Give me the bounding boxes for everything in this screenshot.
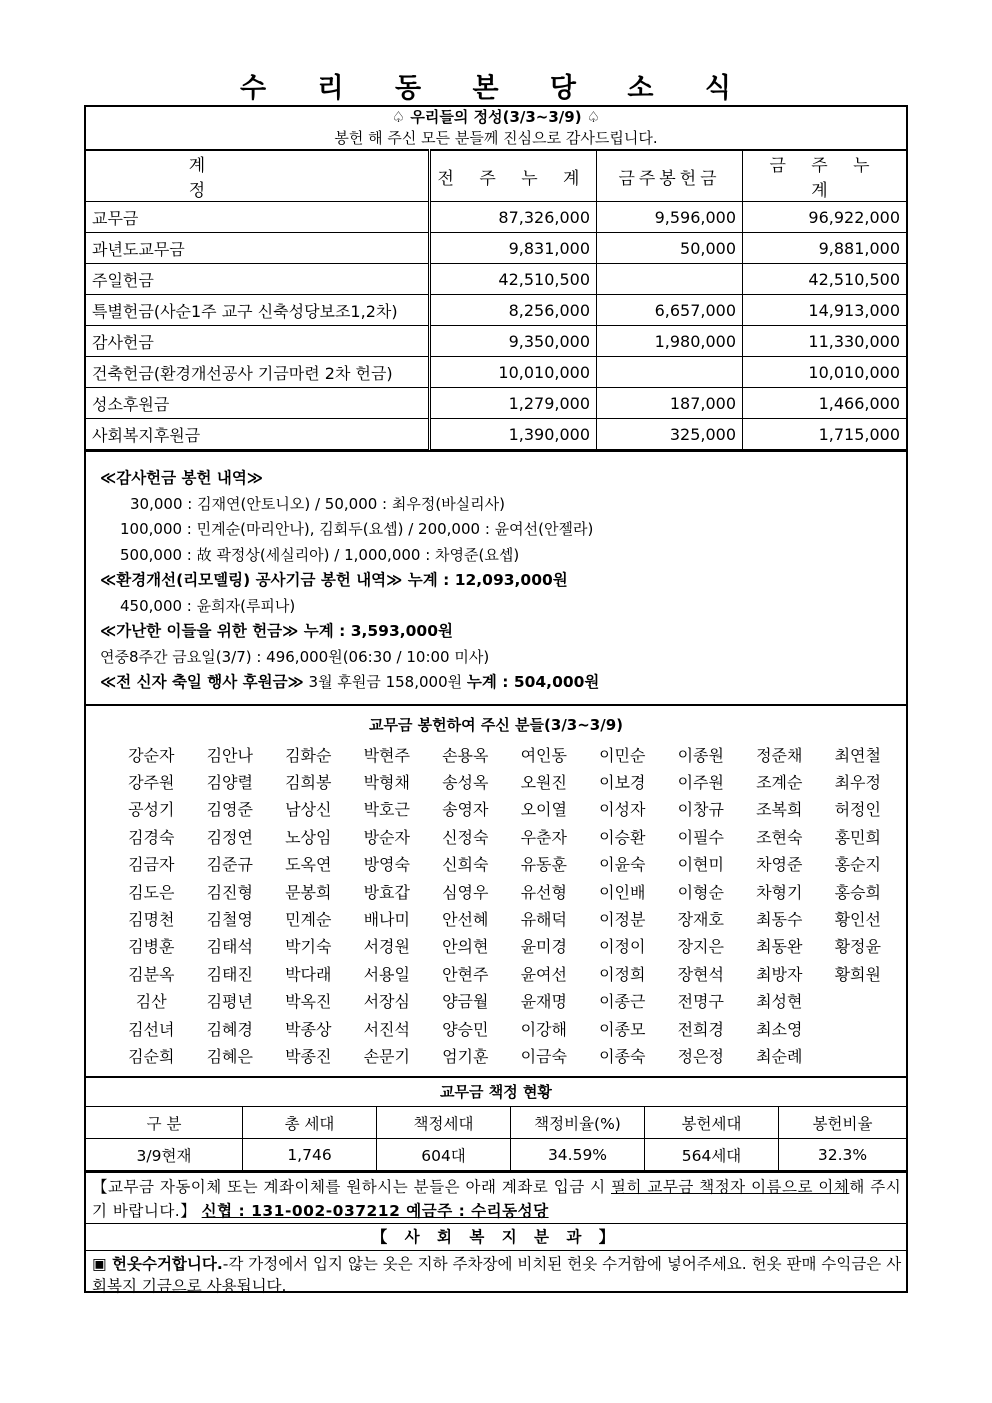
- donor-name: 김혜경: [206, 1019, 253, 1039]
- offerings-header: [86, 107, 906, 149]
- offerings-table: [86, 149, 906, 450]
- donor-name: 방영숙: [363, 855, 410, 875]
- donor-name: 유선형: [520, 882, 567, 902]
- donor-name: 이창규: [677, 800, 724, 820]
- quota-value: 3/9현재: [86, 1139, 243, 1171]
- donor-name: 김희봉: [285, 772, 332, 792]
- donor-name: 최순례: [756, 1046, 803, 1066]
- donor-name: 엄기훈: [442, 1046, 489, 1066]
- quota-value-row: [86, 1139, 906, 1171]
- welfare-notice: [86, 1250, 906, 1297]
- offering-row: [86, 202, 906, 233]
- quota-header: 책정세대: [377, 1107, 511, 1139]
- donor-name: 심영우: [442, 882, 489, 902]
- donor-name: 김분옥: [128, 964, 175, 984]
- notice-underline: 필히 교무금 책정자 이름으로 이체: [611, 1178, 850, 1197]
- donor-name: 김정연: [206, 827, 253, 847]
- donor-name: 이정분: [599, 909, 646, 929]
- donor-name: 김화순: [285, 745, 332, 765]
- donor-name: 이승환: [599, 827, 646, 847]
- donor-name: 안현주: [442, 964, 489, 984]
- quota-header: 봉헌세대: [645, 1107, 779, 1139]
- this-week-cell: 6,657,000: [597, 295, 743, 326]
- donor-name: 이형순: [677, 882, 724, 902]
- thanks-line: 30,000 : 김재연(안토니오) / 50,000 : 최우정(바실리사): [130, 494, 506, 513]
- donor-name: 허정인: [834, 800, 881, 820]
- donor-name: 우춘자: [520, 827, 567, 847]
- donor-name: 이종근: [599, 992, 646, 1012]
- quota-header: 봉헌비율: [779, 1107, 907, 1139]
- donor-name: 문봉희: [285, 882, 332, 902]
- offerings-subheading: 봉헌 해 주신 모든 분들께 진심으로 감사드립니다.: [334, 129, 658, 147]
- offering-row: [86, 295, 906, 326]
- donor-name: 김혜은: [206, 1046, 253, 1066]
- prev-total-cell: 9,831,000: [430, 233, 597, 264]
- total-cell: 96,922,000: [743, 202, 907, 233]
- poor-title: ≪가난한 이들을 위한 헌금≫ 누계 : 3,593,000원: [100, 622, 453, 640]
- offering-row: [86, 233, 906, 264]
- total-cell: 14,913,000: [743, 295, 907, 326]
- donor-name: 황정윤: [834, 937, 881, 957]
- donor-name: 박형채: [363, 772, 410, 792]
- donor-name: 이정이: [599, 937, 646, 957]
- offerings-header-row: [86, 150, 906, 202]
- donor-name: 차형기: [756, 882, 803, 902]
- prev-total-cell: 1,390,000: [430, 419, 597, 450]
- donor-name: 오이열: [520, 800, 567, 820]
- donor-name: 김명천: [128, 909, 175, 929]
- donor-name: 이정희: [599, 964, 646, 984]
- offering-row: [86, 264, 906, 295]
- total-cell: 1,466,000: [743, 388, 907, 419]
- transfer-notice: [86, 1171, 906, 1223]
- donor-name: 이필수: [677, 827, 724, 847]
- donor-name: 이인배: [599, 882, 646, 902]
- account-cell: 교무금: [86, 202, 430, 233]
- donor-name: 조현숙: [756, 827, 803, 847]
- donor-name: 황희원: [834, 964, 881, 984]
- prev-total-cell: 9,350,000: [430, 326, 597, 357]
- col-account: 계 정: [86, 150, 430, 202]
- donor-name: 김준규: [206, 855, 253, 875]
- festival-total: 누계 : 504,000원: [466, 673, 600, 691]
- total-cell: 42,510,500: [743, 264, 907, 295]
- donor-name: 배나미: [363, 909, 410, 929]
- quota-value: 34.59%: [511, 1139, 645, 1171]
- donor-name: 김경숙: [128, 827, 175, 847]
- total-cell: 1,715,000: [743, 419, 907, 450]
- donor-name: 방효갑: [363, 882, 410, 902]
- donor-name: 김철영: [206, 909, 253, 929]
- poor-line: 연중8주간 금요일(3/7) : 496,000원(06:30 / 10:00 미사): [100, 647, 490, 666]
- donor-name: 최동수: [756, 909, 803, 929]
- donor-name: 송성옥: [442, 772, 489, 792]
- quota-value: 1,746: [243, 1139, 377, 1171]
- donor-name: 이종원: [677, 745, 724, 765]
- donor-name: 이윤숙: [599, 855, 646, 875]
- thanks-line: 500,000 : 故 곽정상(세실리아) / 1,000,000 : 차영준(요셉): [120, 545, 520, 564]
- donor-name: 신정숙: [442, 827, 489, 847]
- donor-name: 홍민희: [834, 827, 881, 847]
- donor-name: 이현미: [677, 855, 724, 875]
- donors-section: [86, 704, 906, 1071]
- donor-name: 김산: [135, 992, 167, 1012]
- donor-name: 남상신: [285, 800, 332, 820]
- donor-name: 김선녀: [128, 1019, 175, 1039]
- festival-month: 3월 후원금 158,000원: [303, 673, 467, 691]
- donor-name: 김도은: [128, 882, 175, 902]
- quota-table: [86, 1106, 906, 1171]
- page-title: 수 리 동 본 당 소 식: [240, 73, 752, 104]
- donor-name: 박호근: [363, 800, 410, 820]
- donor-name: 이보경: [599, 772, 646, 792]
- donor-name: 박종진: [285, 1046, 332, 1066]
- donor-name: 김양렬: [206, 772, 253, 792]
- welfare-title: 【 사 회 복 지 분 과 】: [86, 1223, 906, 1250]
- donor-name: 송영자: [442, 800, 489, 820]
- donor-name: 김영준: [206, 800, 253, 820]
- donor-name: 장지은: [677, 937, 724, 957]
- env-line: 450,000 : 윤희자(루피나): [120, 596, 296, 615]
- this-week-cell: [597, 357, 743, 388]
- account-cell: 감사헌금: [86, 326, 430, 357]
- offering-details: [86, 450, 906, 704]
- prev-total-cell: 42,510,500: [430, 264, 597, 295]
- donor-name: [819, 1016, 898, 1043]
- donor-name: 윤여선: [520, 964, 567, 984]
- prev-total-cell: 87,326,000: [430, 202, 597, 233]
- donor-name: 박기숙: [285, 937, 332, 957]
- donor-name: 손용옥: [442, 745, 489, 765]
- donor-name: 김금자: [128, 855, 175, 875]
- this-week-cell: 9,596,000: [597, 202, 743, 233]
- donor-name: 이종모: [599, 1019, 646, 1039]
- total-cell: 9,881,000: [743, 233, 907, 264]
- thanks-title: ≪감사헌금 봉헌 내역≫: [100, 469, 264, 487]
- col-prev: 전 주 누 계: [430, 150, 597, 202]
- donor-name: 노상임: [285, 827, 332, 847]
- quota-title: 교무금 책정 현황: [440, 1083, 552, 1102]
- festival-line: [100, 670, 906, 696]
- quota-value: 604대: [377, 1139, 511, 1171]
- thanks-line: 100,000 : 민계순(마리안나), 김회두(요셉) / 200,000 : 윤여선(안젤라): [120, 520, 594, 538]
- donor-name: 조계순: [756, 772, 803, 792]
- donor-name: 안선혜: [442, 909, 489, 929]
- quota-value: 32.3%: [779, 1139, 907, 1171]
- donor-name: 서진석: [363, 1019, 410, 1039]
- donor-name: 박현주: [363, 745, 410, 765]
- donor-name: [819, 988, 898, 1015]
- account-cell: 주일헌금: [86, 264, 430, 295]
- donor-name: 장재호: [677, 909, 724, 929]
- donor-name: 김태진: [206, 964, 253, 984]
- donor-name: 박옥진: [285, 992, 332, 1012]
- donor-name: 유해덕: [520, 909, 567, 929]
- donor-name: 이성자: [599, 800, 646, 820]
- col-total: 금 주 누 계: [743, 150, 907, 202]
- this-week-cell: 325,000: [597, 419, 743, 450]
- donor-name: 김진형: [206, 882, 253, 902]
- total-cell: 10,010,000: [743, 357, 907, 388]
- quota-header: 구 분: [86, 1107, 243, 1139]
- donor-name: 김평년: [206, 992, 253, 1012]
- this-week-cell: [597, 264, 743, 295]
- quota-header: 책정비율(%): [511, 1107, 645, 1139]
- donors-grid: [86, 742, 906, 1071]
- donor-name: 최우정: [834, 772, 881, 792]
- offerings-heading: ♤ 우리들의 정성(3/3~3/9) ♤: [391, 108, 601, 126]
- prev-total-cell: 10,010,000: [430, 357, 597, 388]
- donor-name: 김순희: [128, 1046, 175, 1066]
- quota-header: 총 세대: [243, 1107, 377, 1139]
- offering-row: [86, 419, 906, 450]
- donor-name: 박다래: [285, 964, 332, 984]
- festival-title: ≪전 신자 축일 행사 후원금≫: [100, 673, 304, 691]
- welfare-text: -각 가정에서 입지 않는 옷은 지하 주차장에 비치된 헌옷 수거함에 넣어주세요. 헌옷 판매 수익금은 사회복지 기금으로 사용됩니다.: [92, 1255, 902, 1296]
- donor-name: 김병훈: [128, 937, 175, 957]
- donor-name: 홍순지: [834, 855, 881, 875]
- donor-name: 황인선: [834, 909, 881, 929]
- donor-name: 강순자: [128, 745, 175, 765]
- donor-name: 이금숙: [520, 1046, 567, 1066]
- quota-section: [86, 1076, 906, 1171]
- donor-name: 윤재명: [520, 992, 567, 1012]
- prev-total-cell: 8,256,000: [430, 295, 597, 326]
- offering-row: [86, 388, 906, 419]
- this-week-cell: 187,000: [597, 388, 743, 419]
- donor-name: 도옥연: [285, 855, 332, 875]
- donor-name: [819, 1043, 898, 1070]
- donor-name: 최소영: [756, 1019, 803, 1039]
- donor-name: 유동훈: [520, 855, 567, 875]
- donor-name: 이종숙: [599, 1046, 646, 1066]
- donor-name: 정은정: [677, 1046, 724, 1066]
- donor-name: 민계순: [285, 909, 332, 929]
- donor-name: 김태석: [206, 937, 253, 957]
- donor-name: 신희숙: [442, 855, 489, 875]
- donor-name: 김안나: [206, 745, 253, 765]
- donor-name: 최성현: [756, 992, 803, 1012]
- donor-name: 홍승희: [834, 882, 881, 902]
- bulletin-box: [84, 105, 908, 1296]
- donor-name: 정준채: [756, 745, 803, 765]
- donor-name: 서경원: [363, 937, 410, 957]
- donor-name: 강주원: [128, 772, 175, 792]
- account-cell: 사회복지후원금: [86, 419, 430, 450]
- donor-name: 최연철: [834, 745, 881, 765]
- offering-row: [86, 357, 906, 388]
- donor-name: 이주원: [677, 772, 724, 792]
- total-cell: 11,330,000: [743, 326, 907, 357]
- donor-name: 오원진: [520, 772, 567, 792]
- env-title: ≪환경개선(리모델링) 공사기금 봉헌 내역≫ 누계 : 12,093,000원: [100, 571, 568, 589]
- this-week-cell: 50,000: [597, 233, 743, 264]
- donor-name: 최방자: [756, 964, 803, 984]
- account-cell: 과년도교무금: [86, 233, 430, 264]
- donor-name: 조복희: [756, 800, 803, 820]
- offering-row: [86, 326, 906, 357]
- donor-name: 전명구: [677, 992, 724, 1012]
- this-week-cell: 1,980,000: [597, 326, 743, 357]
- account-cell: 건축헌금(환경개선공사 기금마련 2차 헌금): [86, 357, 430, 388]
- bank-account: 신협 : 131-002-037212 예금주 : 수리동성당: [201, 1202, 549, 1221]
- donor-name: 서용일: [363, 964, 410, 984]
- donor-name: 양승민: [442, 1019, 489, 1039]
- donor-name: 차영준: [756, 855, 803, 875]
- donor-name: 여인동: [520, 745, 567, 765]
- donor-name: 안의현: [442, 937, 489, 957]
- account-cell: 성소후원금: [86, 388, 430, 419]
- notice-text-2: 해 주시기 바랍니다.】: [92, 1178, 902, 1221]
- notice-text: 【교무금 자동이체 또는 계좌이체를 원하시는 분들은 아래 계좌로 입금 시: [92, 1178, 611, 1197]
- account-cell: 특별헌금(사순1주 교구 신축성당보조1,2차): [86, 295, 430, 326]
- donor-name: 최동완: [756, 937, 803, 957]
- donor-name: 장현석: [677, 964, 724, 984]
- donor-name: 이강해: [520, 1019, 567, 1039]
- quota-header-row: [86, 1107, 906, 1139]
- prev-total-cell: 1,279,000: [430, 388, 597, 419]
- donor-name: 윤미경: [520, 937, 567, 957]
- donor-name: 박종상: [285, 1019, 332, 1039]
- donor-name: 전희경: [677, 1019, 724, 1039]
- quota-value: 564세대: [645, 1139, 779, 1171]
- donors-title: 교무금 봉헌하여 주신 분들(3/3~3/9): [368, 715, 624, 734]
- donor-name: 서장심: [363, 992, 410, 1012]
- donor-name: 양금월: [442, 992, 489, 1012]
- donor-name: 이민순: [599, 745, 646, 765]
- donor-name: 공성기: [128, 800, 175, 820]
- donor-name: 방순자: [363, 827, 410, 847]
- col-this-week: 금주봉헌금: [597, 150, 743, 202]
- welfare-bold: ▣ 헌옷수거합니다.: [92, 1255, 223, 1274]
- donor-name: 손문기: [363, 1046, 410, 1066]
